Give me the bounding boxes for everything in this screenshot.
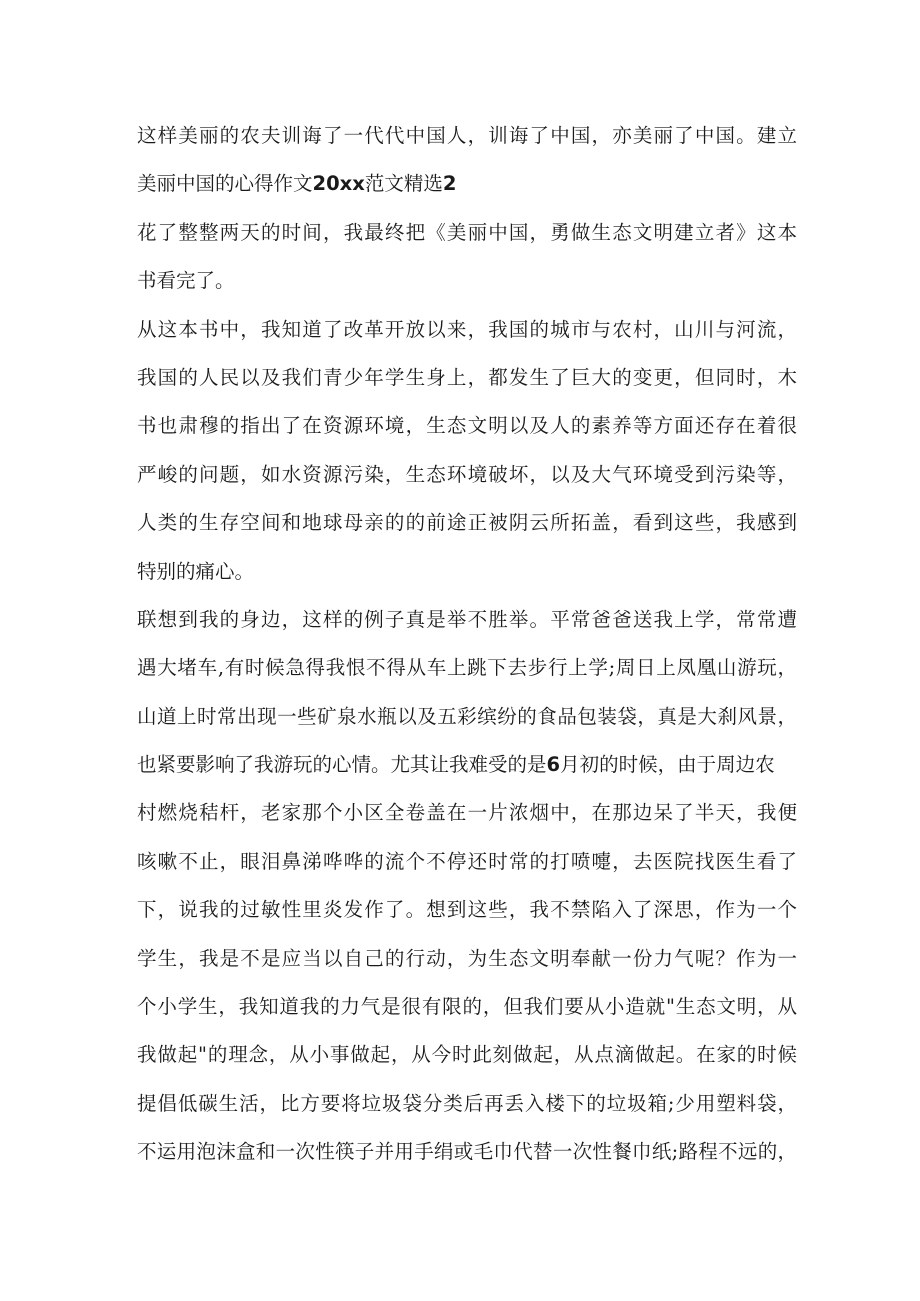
text-line: 从这本书中，我知道了改革开放以来，我国的城市与农村，山川与河流，: [137, 317, 797, 341]
title-text: 美丽中国的心得作文: [137, 172, 313, 196]
text-line: 下，说我的过敏性里炎发作了。想到这些，我不禁陷入了深思，作为一个: [137, 898, 797, 922]
text-line: 村燃烧秸杆，老家那个小区全卷盖在一片浓烟中，在那边呆了半天，我便: [137, 801, 797, 825]
text-segment: 月初的时候，由于周边农: [560, 753, 775, 777]
text-line: 遇大堵车,有时候急得我恨不得从车上跳下去步行上学;周日上凤凰山游玩，: [137, 656, 797, 680]
text-segment: 也紧要影响了我游玩的心情。尤其让我难受的是: [137, 753, 547, 777]
text-line: 书看完了。: [137, 269, 235, 293]
text-line: 不运用泡沫盒和一次性筷子并用手绢或毛巾代替一次性餐巾纸;路程不远的，: [137, 1140, 797, 1164]
text-line: 学生，我是不是应当以自己的行动，为生态文明奉献一份力气呢？作为一: [137, 946, 797, 970]
title-text-2: 范文精选: [364, 172, 443, 196]
title-number: 2: [442, 172, 457, 196]
essay-body: [137, 112, 797, 1177]
text-line: 花了整整两天的时间，我最终把《美丽中国，勇做生态文明建立者》这本: [137, 220, 797, 244]
text-line: 我国的人民以及我们青少年学生身上，都发生了巨大的变更，但同时，木: [137, 365, 797, 389]
text-line: 严峻的问题，如水资源污染，生态环境破坏，以及大气环境受到污染等，: [137, 462, 797, 486]
text-line: 人类的生存空间和地球母亲的的前途正被阴云所拓盖，看到这些，我感到: [137, 511, 797, 535]
text-line: 个小学生，我知道我的力气是很有限的，但我们要从小造就"生态文明，从: [137, 995, 797, 1019]
text-line: 联想到我的身边，这样的例子真是举不胜举。平常爸爸送我上学，常常遭: [137, 607, 797, 631]
month-number: 6: [546, 753, 561, 777]
essay-title-line: [137, 160, 797, 208]
text-line: 特别的痛心。: [137, 559, 255, 583]
text-line: 山道上时常出现一些矿泉水瓶以及五彩缤纷的食品包装袋，真是大刹风景，: [137, 704, 797, 728]
text-line: 咳嗽不止，眼泪鼻涕哗哗的流个不停还时常的打喷嚏，去医院找医生看了: [137, 849, 797, 873]
text-line: 书也肃穆的指出了在资源环境，生态文明以及人的素养等方面还存在着很: [137, 414, 797, 438]
text-line: 我做起"的理念，从小事做起，从今时此刻做起，从点滴做起。在家的时候: [137, 1043, 797, 1067]
title-year: 20xx: [312, 172, 365, 196]
text-line: 这样美丽的农夫训诲了一代代中国人，训诲了中国，亦美丽了中国。建立: [137, 124, 797, 147]
text-line: 提倡低碳生活，比方要将垃圾袋分类后再丢入楼下的垃圾箱;少用塑料袋，: [137, 1091, 797, 1115]
text-line: [137, 741, 797, 789]
